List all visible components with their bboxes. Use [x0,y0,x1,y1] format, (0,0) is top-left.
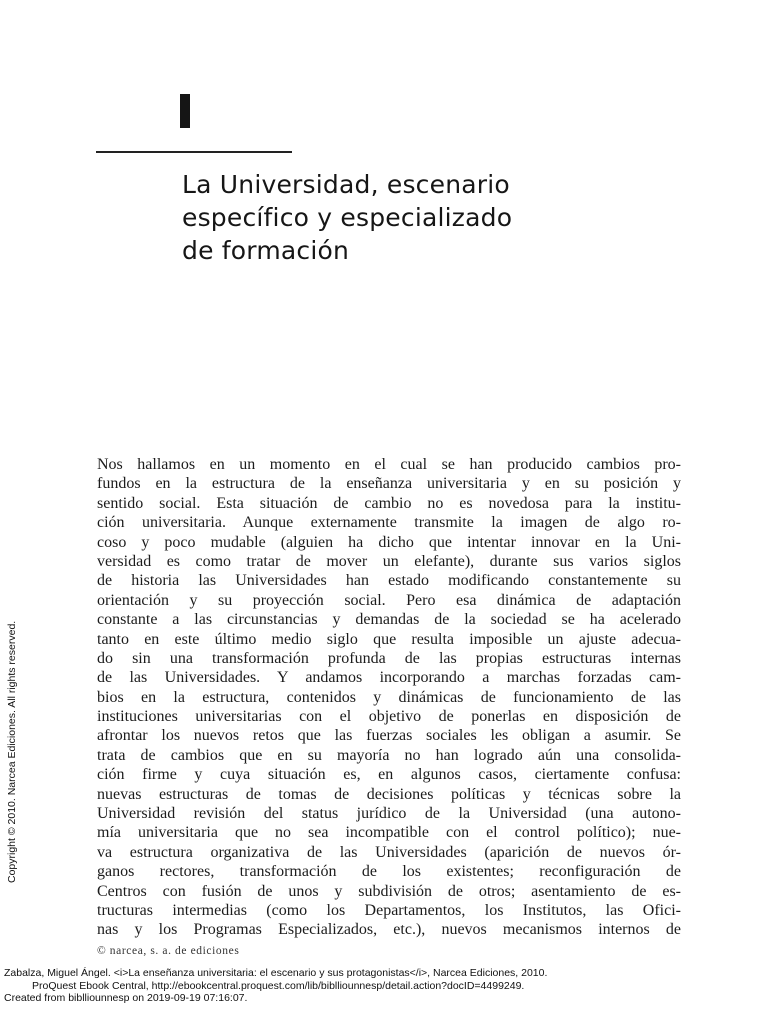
body-line: Centros con fusión de unos y subdivisión de otros; asentamiento de es- [97,882,681,900]
side-copyright-notice: Copyright © 2010. Narcea Ediciones. All rights reserved. [6,620,18,883]
body-line: nas y los Programas Especializados, etc.), nuevos mecanismos internos de [97,921,681,939]
body-line: versidad es como tratar de mover un elefante), durante sus varios siglos [97,552,681,570]
body-line: Nos hallamos en un momento en el cual se han producido cambios pro- [97,456,681,473]
footer-citation-line: Zabalza, Miguel Ángel. <i>La enseñanza universitaria: el escenario y sus protagonistas</i>, Narcea Ediciones, 2010. [4,967,548,979]
chapter-title [182,168,622,267]
chapter-title-line: específico y especializado [182,203,513,232]
chapter-title-line: La Universidad, escenario [182,170,510,199]
publisher-copyright-mark: © narcea, s. a. de ediciones [97,945,240,957]
body-line: afrontar los nuevos retos que las fuerzas sociales les obligan a asumir. Se [97,727,681,745]
body-line: de las Universidades. Y andamos incorporando a marchas forzadas cam- [97,669,681,687]
body-line: mía universitaria que no sea incompatible con el control político); nue- [97,824,681,842]
body-line: bios en la estructura, contenidos y dinámicas de funcionamiento de las [97,688,681,706]
body-line: ganos rectores, transformación de los existentes; reconfiguración de [97,863,681,881]
body-line: ción universitaria. Aunque externamente transmite la imagen de algo ro- [97,514,681,532]
body-line: constante a las circunstancias y demandas de la sociedad se ha acelerado [97,611,681,629]
footer-source-line: ProQuest Ebook Central, http://ebookcentral.proquest.com/lib/biblliounnesp/detail.action?docID=4499249. [32,979,525,992]
chapter-divider [96,151,292,153]
body-line: coso y poco mudable (alguien ha dicho que intentar innovar en la Uni- [97,533,681,551]
body-line: Universidad revisión del status jurídico de la Universidad (una autono- [97,805,681,823]
body-line: trata de cambios que en su mayoría no han logrado aún una consolida- [97,746,681,764]
body-line: orientación y su proyección social. Pero esa dinámica de adaptación [97,591,681,609]
body-line: fundos en la estructura de la enseñanza universitaria y en su posición y [97,475,681,493]
chapter-number-mark [180,94,190,128]
body-line: ción firme y cuya situación es, en algunos casos, ciertamente confusa: [97,766,681,784]
footer-created-line: Created from biblliounnesp on 2019-09-19 07:16:07. [4,992,248,1004]
body-line: instituciones universitarias con el objetivo de ponerlas en disposición de [97,708,681,726]
body-line: sentido social. Esta situación de cambio no es novedosa para la institu- [97,494,681,512]
body-line: va estructura organizativa de las Universidades (aparición de nuevos ór- [97,843,681,861]
body-line: tanto en este último medio siglo que resulta imposible un ajuste adecua- [97,630,681,648]
body-paragraph [97,455,681,940]
body-line: do sin una transformación profunda de las propias estructuras internas [97,649,681,667]
body-line: tructuras intermedias (como los Departamentos, los Institutos, las Ofici- [97,901,681,919]
body-line: de historia las Universidades han estado modificando constantemente su [97,572,681,590]
citation-footer [4,967,764,1005]
chapter-title-line: de formación [182,236,350,265]
body-line: nuevas estructuras de tomas de decisiones políticas y técnicas sobre la [97,785,681,803]
